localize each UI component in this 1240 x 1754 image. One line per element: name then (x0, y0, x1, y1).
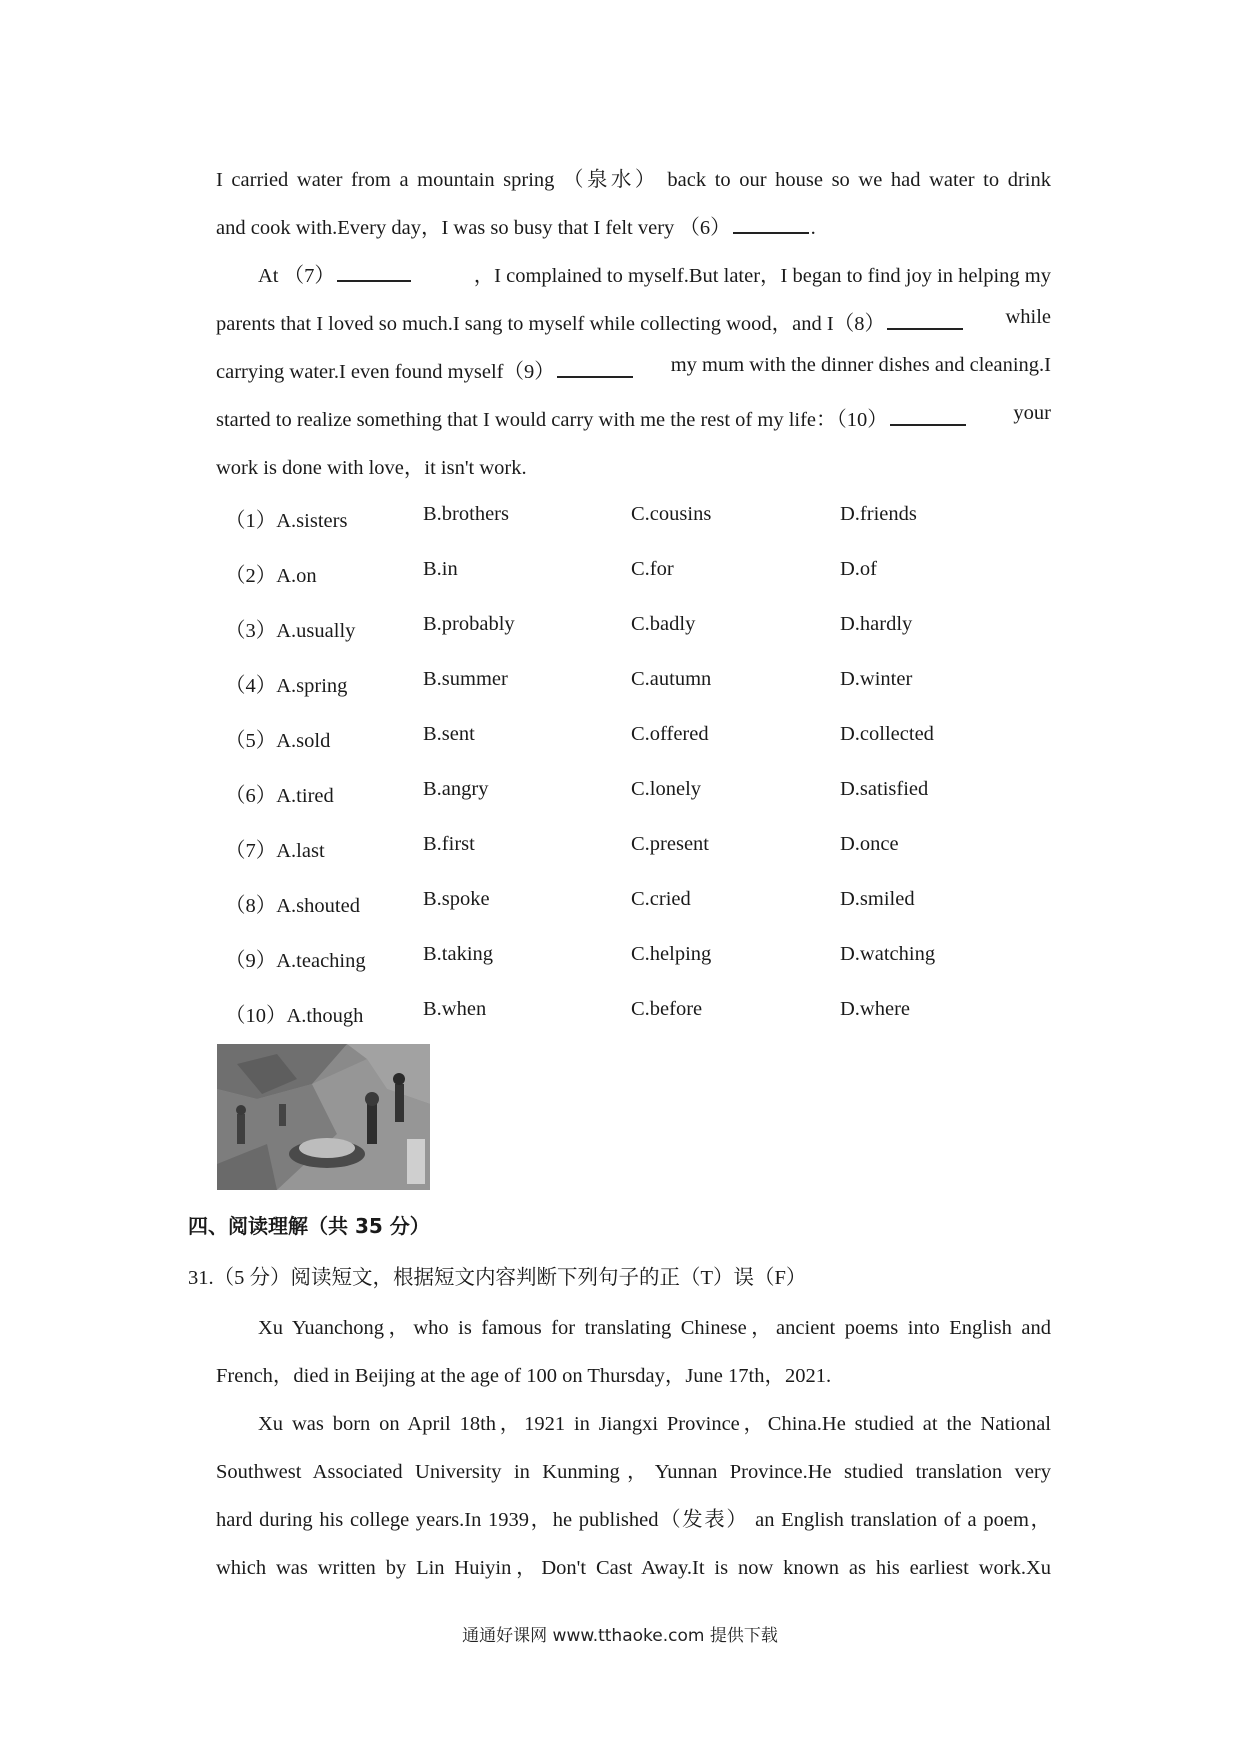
passage-line-3 (258, 258, 1051, 288)
passage-line-1: I carried water from a mountain spring （泉水） back to our house so we had water to drink (216, 169, 1051, 191)
option-c[interactable]: C.present (631, 833, 709, 855)
option-c[interactable]: C.cousins (631, 503, 712, 525)
reading-line-3: Xu was born on April 18th，1921 in Jiangxi Province，China.He studied at the National (258, 1413, 1051, 1435)
blank-10[interactable] (890, 404, 966, 426)
blank-6[interactable] (733, 212, 809, 234)
option-row (225, 833, 1045, 863)
option-a[interactable]: （1）A.sisters (225, 510, 348, 532)
passage-line-6 (216, 402, 1051, 432)
option-row (225, 558, 1045, 588)
option-a[interactable]: （7）A.last (225, 840, 325, 862)
option-b[interactable]: B.probably (423, 613, 515, 635)
option-c[interactable]: C.offered (631, 723, 709, 745)
option-b[interactable]: B.sent (423, 723, 475, 745)
option-b[interactable]: B.first (423, 833, 475, 855)
option-row (225, 778, 1045, 808)
option-b[interactable]: B.spoke (423, 888, 490, 910)
blank-7[interactable] (337, 260, 411, 282)
option-b[interactable]: B.angry (423, 778, 489, 800)
passage-text: your (1013, 402, 1051, 424)
option-row (225, 998, 1045, 1028)
reading-line-6: which was written by Lin Huiyin，Don't Cast Away.It is now known as his earliest work.Xu (216, 1557, 1051, 1579)
blank-8[interactable] (887, 308, 963, 330)
option-a[interactable]: （3）A.usually (225, 620, 356, 642)
passage-text: while (1005, 306, 1051, 328)
passage-text: parents that I loved so much.I sang to myself while collecting wood，and I（8） (216, 313, 885, 335)
option-d[interactable]: D.once (840, 833, 899, 855)
page-footer: 通通好课网 www.tthaoke.com 提供下载 (462, 1626, 778, 1646)
option-c[interactable]: C.lonely (631, 778, 702, 800)
option-row (225, 943, 1045, 973)
option-d[interactable]: D.collected (840, 723, 934, 745)
passage-text: and cook with.Every day，I was so busy that I felt very （6） (216, 217, 731, 239)
option-d[interactable]: D.watching (840, 943, 936, 965)
option-d[interactable]: D.satisfied (840, 778, 929, 800)
passage-line-7: work is done with love，it isn't work. (216, 457, 527, 479)
section-heading: 四、阅读理解（共 35 分） (188, 1214, 430, 1238)
passage-text: my mum with the dinner dishes and cleaning.I (670, 354, 1051, 376)
option-d[interactable]: D.where (840, 998, 911, 1020)
option-b[interactable]: B.brothers (423, 503, 509, 525)
option-b[interactable]: B.taking (423, 943, 494, 965)
option-d[interactable]: D.winter (840, 668, 913, 690)
option-d[interactable]: D.hardly (840, 613, 913, 635)
option-c[interactable]: C.before (631, 998, 703, 1020)
option-row (225, 613, 1045, 643)
option-d[interactable]: D.smiled (840, 888, 915, 910)
reading-line-2: French，died in Beijing at the age of 100 on Thursday，June 17th，2021. (216, 1365, 832, 1387)
option-row (225, 503, 1045, 533)
illustration-image (217, 1044, 430, 1190)
passage-text: ，I complained to myself.But later，I began to find joy in helping my (473, 265, 1051, 287)
option-a[interactable]: （8）A.shouted (225, 895, 360, 917)
option-c[interactable]: C.for (631, 558, 674, 580)
option-row (225, 668, 1045, 698)
passage-line-4 (216, 306, 1051, 336)
passage-text: At （7） (258, 265, 335, 287)
reading-line-4: Southwest Associated University in Kunming，Yunnan Province.He studied translation very (216, 1461, 1051, 1483)
option-d[interactable]: D.friends (840, 503, 917, 525)
passage-line-5 (216, 354, 1051, 384)
option-a[interactable]: （9）A.teaching (225, 950, 366, 972)
passage-text: started to realize something that I would carry with me the rest of my life：（10） (216, 409, 888, 431)
passage-line-2 (216, 210, 1051, 240)
option-b[interactable]: B.in (423, 558, 458, 580)
option-row (225, 888, 1045, 918)
option-a[interactable]: （10）A.though (225, 1005, 364, 1027)
illustration-graphic (217, 1044, 430, 1190)
option-c[interactable]: C.helping (631, 943, 712, 965)
blank-9[interactable] (557, 356, 633, 378)
option-c[interactable]: C.badly (631, 613, 696, 635)
question-31: 31.（5 分）阅读短文，根据短文内容判断下列句子的正（T）误（F） (188, 1267, 807, 1289)
option-c[interactable]: C.cried (631, 888, 691, 910)
option-row (225, 723, 1045, 753)
option-a[interactable]: （2）A.on (225, 565, 317, 587)
option-b[interactable]: B.when (423, 998, 487, 1020)
passage-text: . (810, 217, 816, 239)
reading-line-5: hard during his college years.In 1939，he published（发表） an English translation of a poem， (216, 1509, 1051, 1531)
option-b[interactable]: B.summer (423, 668, 508, 690)
option-a[interactable]: （6）A.tired (225, 785, 334, 807)
option-d[interactable]: D.of (840, 558, 878, 580)
reading-line-1: Xu Yuanchong，who is famous for translating Chinese，ancient poems into English and (258, 1317, 1051, 1339)
option-a[interactable]: （5）A.sold (225, 730, 331, 752)
option-c[interactable]: C.autumn (631, 668, 712, 690)
passage-text: carrying water.I even found myself（9） (216, 361, 555, 383)
option-a[interactable]: （4）A.spring (225, 675, 348, 697)
